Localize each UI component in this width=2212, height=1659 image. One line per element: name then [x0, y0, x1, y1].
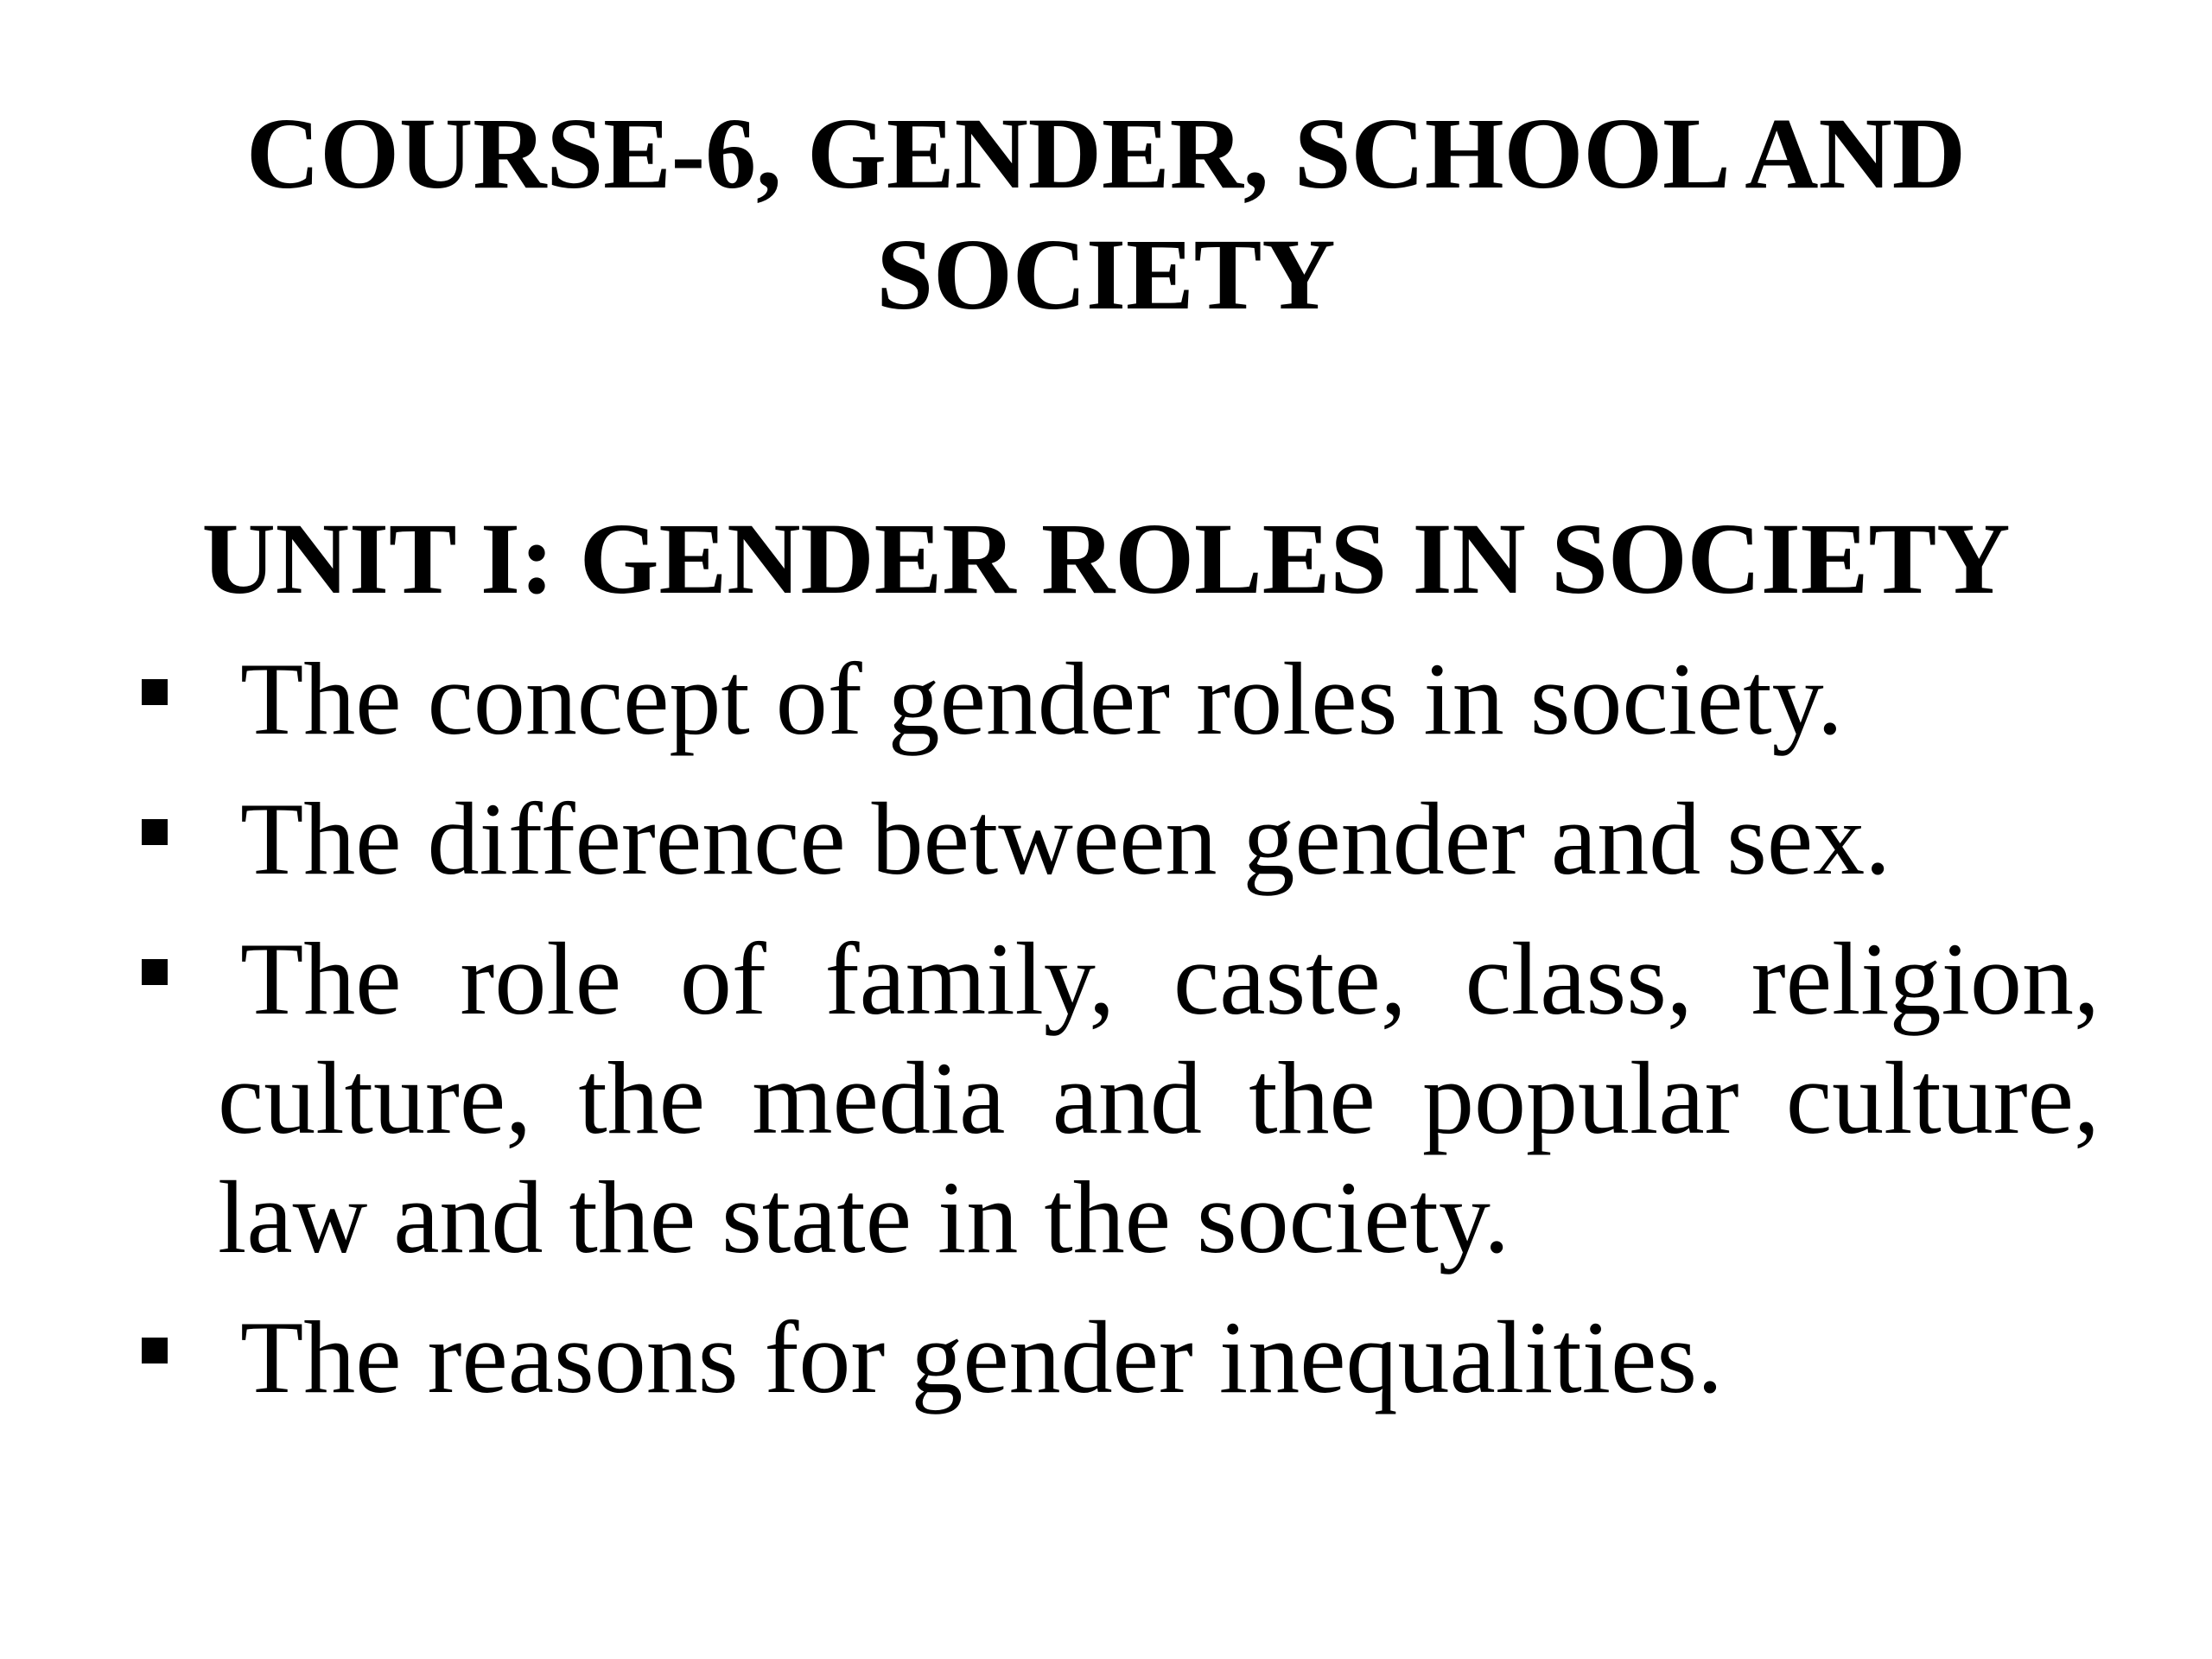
- square-bullet-icon: [142, 959, 168, 985]
- square-bullet-icon: [142, 679, 168, 705]
- bullet-list: [138, 639, 2100, 1438]
- list-item: [138, 779, 2100, 899]
- square-bullet-icon: [142, 1338, 168, 1363]
- square-bullet-icon: [142, 819, 168, 845]
- bullet-text: The concept of gender roles in society.: [240, 641, 1843, 756]
- slide-title-line-1: COURSE-6, GENDER, SCHOOL AND: [246, 97, 1966, 210]
- bullet-text: The difference between gender and sex.: [240, 781, 1891, 896]
- list-item: [138, 639, 2100, 759]
- slide-title-line-2: SOCIETY: [876, 218, 1336, 331]
- list-item: [138, 919, 2100, 1277]
- bullet-text: The reasons for gender inequalities.: [240, 1300, 1724, 1414]
- list-item: [138, 1298, 2100, 1417]
- unit-heading: UNIT I: GENDER ROLES IN SOCIETY: [201, 502, 2011, 615]
- bullet-text: The role of family, caste, class, religion, culture, the media and the popular culture, law and the state in the society.: [218, 921, 2100, 1274]
- slide-title: [199, 93, 2013, 335]
